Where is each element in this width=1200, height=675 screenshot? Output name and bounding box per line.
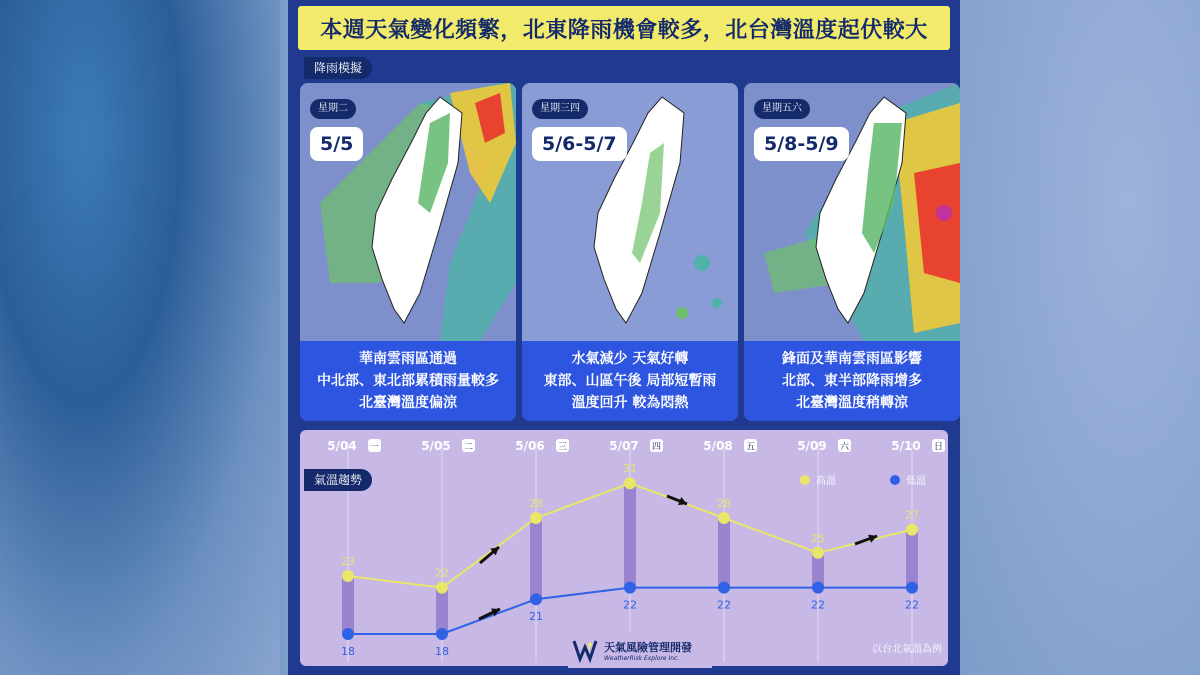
range-bar xyxy=(906,530,918,588)
weekday-label: 二 xyxy=(463,442,474,453)
rain-panel-1 xyxy=(300,83,516,421)
low-data-label: 18 xyxy=(341,645,355,658)
panel-date: 5/8-5/9 xyxy=(754,127,849,161)
panel-day-tag: 星期三四 xyxy=(532,99,588,119)
range-bar xyxy=(436,588,448,634)
low-point xyxy=(436,628,448,640)
high-point xyxy=(812,547,824,559)
x-tick-label: 5/10 xyxy=(891,439,921,453)
low-data-label: 22 xyxy=(623,598,637,612)
footnote: 以台北氣溫為例 xyxy=(872,644,942,655)
logo-english: WeatherRisk Explore Inc. xyxy=(604,654,680,662)
panel-line: 華南雲雨區通過 xyxy=(359,351,457,367)
x-tick-label: 5/06 xyxy=(515,439,545,453)
panel-day-tag: 星期二 xyxy=(310,99,356,119)
panel-line: 溫度回升 較為悶熱 xyxy=(571,395,689,411)
brand-logo xyxy=(568,632,712,668)
rain-panel-2 xyxy=(522,83,738,421)
high-point xyxy=(624,477,636,489)
range-bar xyxy=(530,518,542,599)
legend-marker-high xyxy=(800,475,810,485)
temp-section-label: 氣溫趨勢 xyxy=(304,469,372,491)
page-title: 本週天氣變化頻繁，北東降雨機會較多，北台灣溫度起伏較大 xyxy=(320,17,928,43)
weekday-label: 日 xyxy=(933,442,944,453)
high-point xyxy=(436,582,448,594)
weekday-label: 四 xyxy=(651,442,662,453)
legend-label-low: 低溫 xyxy=(906,476,926,487)
x-tick-label: 5/08 xyxy=(703,439,733,453)
low-point xyxy=(718,582,730,594)
x-tick-label: 5/05 xyxy=(421,439,451,453)
low-data-label: 22 xyxy=(905,598,919,612)
low-point xyxy=(906,582,918,594)
low-point xyxy=(624,582,636,594)
legend-marker-low xyxy=(890,475,900,485)
panel-line: 東部、山區午後 局部短暫雨 xyxy=(543,373,717,389)
high-data-label: 28 xyxy=(717,497,731,510)
weekday-label: 三 xyxy=(557,442,568,453)
logo-icon xyxy=(572,637,598,663)
panel-description xyxy=(744,341,960,421)
panel-date: 5/6-5/7 xyxy=(532,127,627,161)
panel-line: 北部、東半部降雨增多 xyxy=(782,373,922,389)
infographic-card xyxy=(288,0,960,675)
high-data-label: 28 xyxy=(529,497,543,510)
rain-map-3 xyxy=(744,83,960,341)
high-point xyxy=(342,570,354,582)
weekday-label: 六 xyxy=(839,442,850,453)
panel-line: 鋒面及華南雲雨區影響 xyxy=(782,351,922,367)
low-data-label: 18 xyxy=(435,645,449,658)
high-point xyxy=(718,512,730,524)
low-point xyxy=(530,593,542,605)
background-blur-right xyxy=(960,0,1200,675)
range-bar xyxy=(718,518,730,588)
rain-panel-3 xyxy=(744,83,960,421)
high-data-label: 31 xyxy=(623,462,637,476)
panel-line: 北臺灣溫度稍轉涼 xyxy=(796,395,908,411)
x-tick-label: 5/04 xyxy=(327,439,357,453)
rain-section-label: 降雨模擬 xyxy=(304,57,372,79)
panel-line: 北臺灣溫度偏涼 xyxy=(359,395,457,411)
low-point xyxy=(812,582,824,594)
panel-date: 5/5 xyxy=(310,127,363,161)
x-tick-label: 5/07 xyxy=(609,439,639,453)
weekday-label: 一 xyxy=(369,442,380,453)
range-bar xyxy=(624,483,636,587)
high-point xyxy=(906,524,918,536)
logo-name: 天氣風險管理開發 xyxy=(604,640,692,654)
weekday-label: 五 xyxy=(745,442,756,453)
rain-map-2 xyxy=(522,83,738,341)
panel-description xyxy=(522,341,738,421)
rain-map-1 xyxy=(300,83,516,341)
high-data-label: 27 xyxy=(905,508,919,522)
high-data-label: 22 xyxy=(435,566,449,580)
panel-line: 水氣減少 天氣好轉 xyxy=(571,351,689,367)
high-point xyxy=(530,512,542,524)
title-bar xyxy=(298,6,950,50)
panel-description xyxy=(300,341,516,421)
low-data-label: 22 xyxy=(717,598,731,612)
high-data-label: 25 xyxy=(811,531,825,545)
low-point xyxy=(342,628,354,640)
panel-day-tag: 星期五六 xyxy=(754,99,810,119)
x-tick-label: 5/09 xyxy=(797,439,827,453)
background-blur-left xyxy=(0,0,280,675)
high-data-label: 23 xyxy=(341,555,355,568)
legend-label-high: 高溫 xyxy=(816,476,836,487)
range-bar xyxy=(342,576,354,634)
low-data-label: 22 xyxy=(811,598,825,612)
panel-line: 中北部、東北部累積雨量較多 xyxy=(317,373,499,389)
low-data-label: 21 xyxy=(529,610,543,624)
